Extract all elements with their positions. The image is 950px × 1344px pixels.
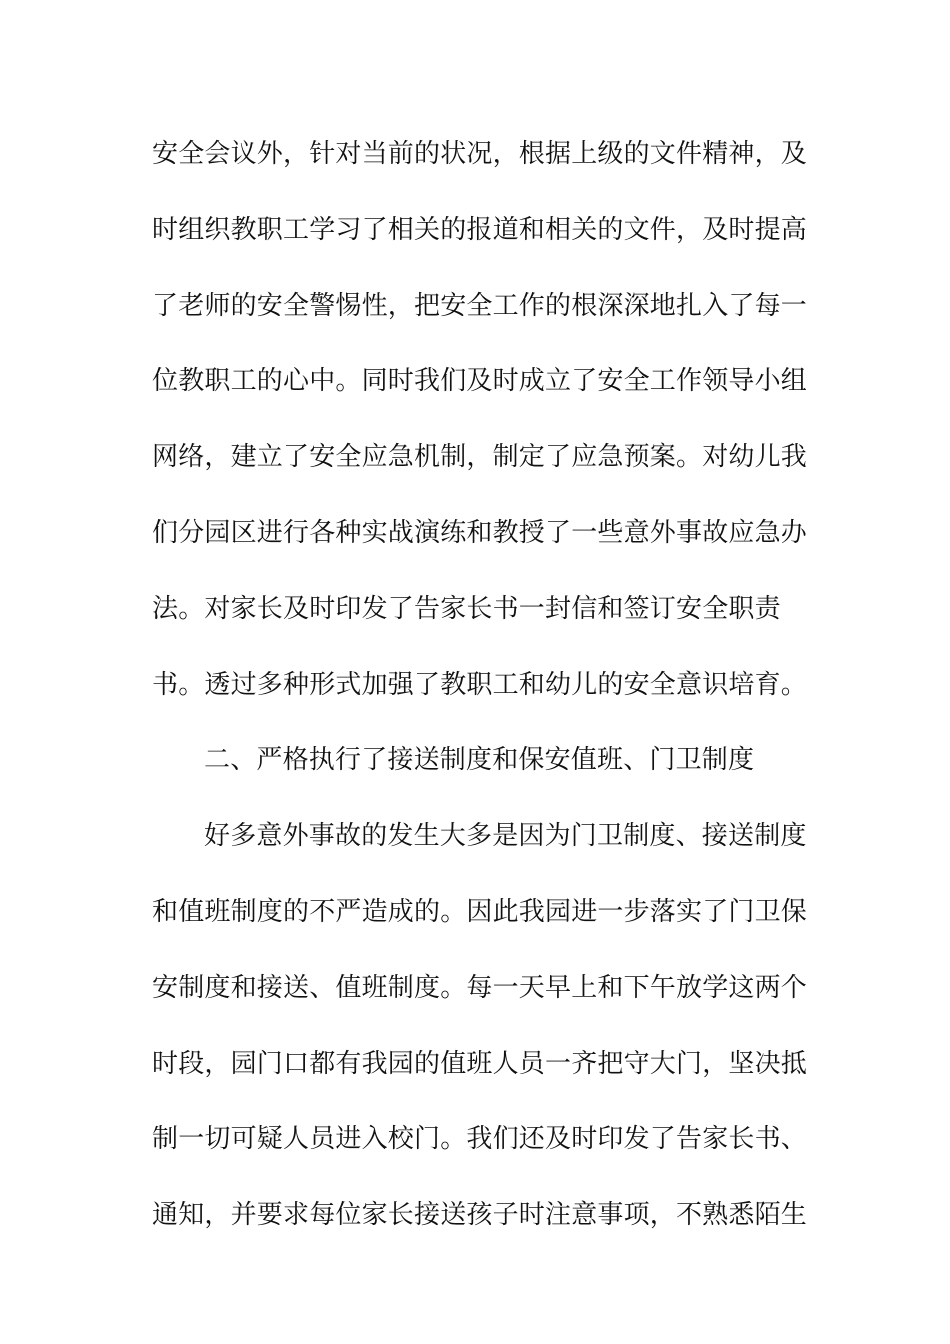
text-line: 们分园区进行各种实战演练和教授了一些意外事故应急办 — [152, 517, 808, 548]
text-line: 了老师的安全警惕性，把安全工作的根深深地扎入了每一 — [152, 290, 808, 321]
text-line: 网络，建立了安全应急机制，制定了应急预案。对幼儿我 — [152, 442, 808, 473]
text-line: 法。对家长及时印发了告家长书一封信和签订安全职责 — [152, 593, 781, 624]
text-line: 通知，并要求每位家长接送孩子时注意事项，不熟悉陌生 — [152, 1200, 808, 1231]
section-heading: 二、严格执行了接送制度和保安值班、门卫制度 — [204, 745, 755, 776]
text-line: 制一切可疑人员进入校门。我们还及时印发了告家长书、 — [152, 1124, 808, 1155]
text-line: 书。透过多种形式加强了教职工和幼儿的安全意识培育。 — [152, 669, 808, 700]
body-text — [152, 132, 808, 1269]
text-line: 时段，园门口都有我园的值班人员一齐把守大门，坚决抵 — [152, 1048, 808, 1079]
text-line: 好多意外事故的发生大多是因为门卫制度、接送制度 — [204, 821, 807, 852]
text-line: 位教职工的心中。同时我们及时成立了安全工作领导小组 — [152, 366, 808, 397]
text-line: 安全会议外，针对当前的状况，根据上级的文件精神，及 — [152, 139, 808, 169]
text-line: 和值班制度的不严造成的。因此我园进一步落实了门卫保 — [152, 896, 808, 927]
text-line: 安制度和接送、值班制度。每一天早上和下午放学这两个 — [152, 972, 808, 1003]
text-line: 时组织教职工学习了相关的报道和相关的文件，及时提高 — [152, 214, 808, 245]
